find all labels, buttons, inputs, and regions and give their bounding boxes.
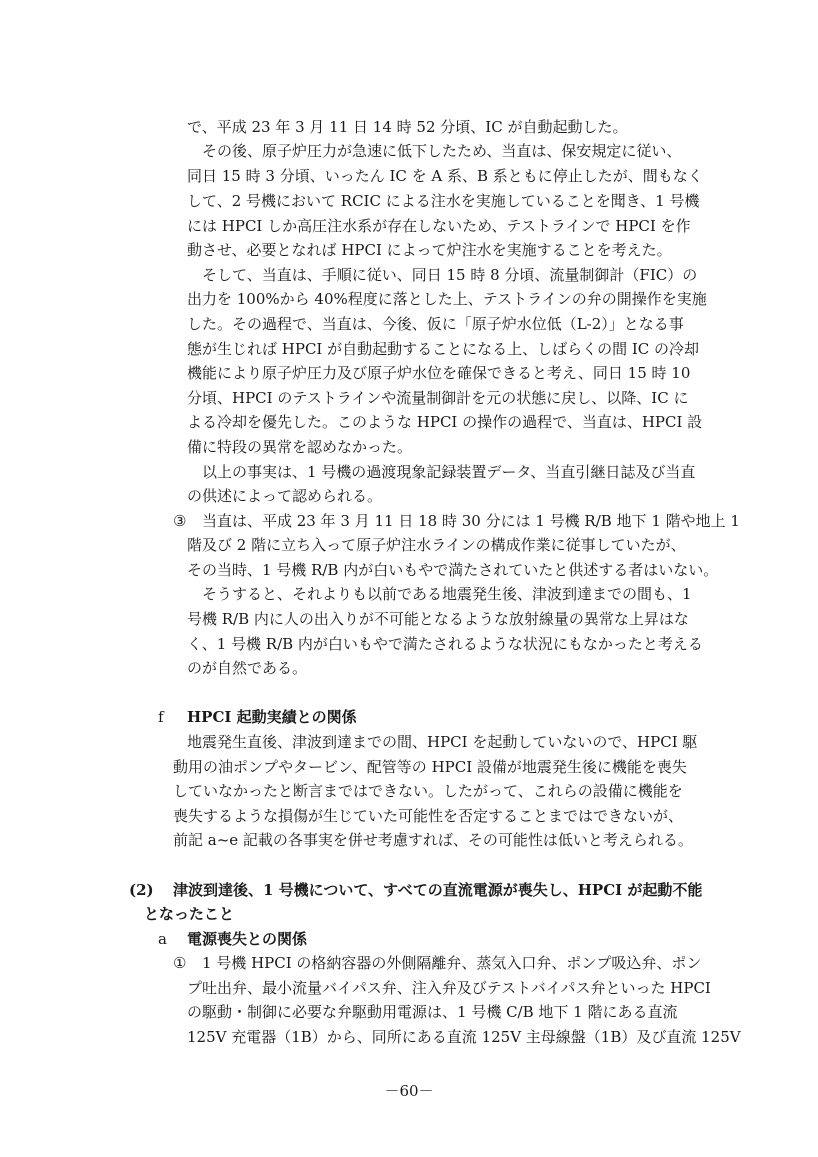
text-line: には HPCI しか高圧注水系が存在しないため、テストラインで HPCI を作 <box>187 217 691 235</box>
text-line: 号機 R/B 内に人の出入りが不可能となるような放射線量の異常な上昇はな <box>187 610 689 628</box>
item-marker: ③ <box>173 512 187 530</box>
text-line: していなかったと断言まではできない。したがって、これらの設備に機能を <box>173 782 683 800</box>
text-line: 機能により原子炉圧力及び原子炉水位を確保できると考え、同日 15 時 10 <box>187 364 691 382</box>
item-marker: ① <box>173 954 187 972</box>
text-line: 出力を 100%から 40%程度に落とした上、テストラインの弁の開操作を実施 <box>187 290 707 308</box>
section-marker: a <box>158 930 167 948</box>
text-line: 動用の油ポンプやタービン、配管等の HPCI 設備が地震発生後に機能を喪失 <box>173 758 687 776</box>
text-line: そうすると、それよりも以前である地震発生後、津波到達までの間も、1 <box>202 585 692 603</box>
section-heading: 電源喪失との関係 <box>187 930 308 948</box>
section-heading: HPCI 起動実績との関係 <box>187 708 357 726</box>
text-line: 125V 充電器（1B）から、同所にある直流 125V 主母線盤（1B）及び直流 125V <box>187 1028 741 1046</box>
section-marker: (2) <box>129 881 154 899</box>
text-line: 分頃、HPCI のテストラインや流量制御計を元の状態に戻し、以降、IC に <box>187 389 689 407</box>
section-marker: f <box>158 708 164 726</box>
text-line: 喪失するような損傷が生じていた可能性を否定することまではできないが、 <box>173 807 684 825</box>
section-heading: となったこと <box>144 905 235 923</box>
text-line: 同日 15 時 3 分頃、いったん IC を A 系、B 系ともに停止したが、間もなく <box>187 167 703 185</box>
text-line: プ吐出弁、最小流量バイパス弁、注入弁及びテストバイパス弁といった HPCI <box>187 979 711 997</box>
text-line: のが自然である。 <box>187 659 308 677</box>
text-line: 動させ、必要となれば HPCI によって炉注水を実施することを考えた。 <box>187 241 672 259</box>
text-line: 前記 a~e 記載の各事実を併せ考慮すれば、その可能性は低いと考えられる。 <box>173 831 693 849</box>
text-line: その後、原子炉圧力が急速に低下したため、当直は、保安規定に従い、 <box>202 142 682 160</box>
text-line: 地震発生直後、津波到達までの間、HPCI を起動していないので、HPCI 駆 <box>187 733 698 751</box>
text-line: の駆動・制御に必要な弁駆動用電源は、1 号機 C/B 地下 1 階にある直流 <box>187 1003 678 1021</box>
text-line: その当時、1 号機 R/B 内が白いもやで満たされていたと供述する者はいない。 <box>187 561 719 579</box>
text-line: 以上の事実は、1 号機の過渡現象記録装置データ、当直引継日誌及び当直 <box>202 463 696 481</box>
text-line: 備に特段の異常を認めなかった。 <box>187 438 413 456</box>
text-line: した。その過程で、当直は、今後、仮に「原子炉水位低（L-2）」となる事 <box>187 315 684 333</box>
page-number: －60－ <box>384 1082 434 1100</box>
text-line: 当直は、平成 23 年 3 月 11 日 18 時 30 分には 1 号機 R/B 地下 1 階や地上 1 <box>202 512 740 530</box>
text-line: よる冷却を優先した。このような HPCI の操作の過程で、当直は、HPCI 設 <box>187 413 703 431</box>
text-line: して、2 号機において RCIC による注水を実施していることを聞き、1 号機 <box>187 192 700 210</box>
text-line: で、平成 23 年 3 月 11 日 14 時 52 分頃、IC が自動起動した。 <box>187 118 628 136</box>
text-line: そして、当直は、手順に従い、同日 15 時 8 分頃、流量制御計（FIC）の <box>202 266 698 284</box>
section-heading: 津波到達後、1 号機について、すべての直流電源が喪失し、HPCI が起動不能 <box>173 881 703 899</box>
text-line: 態が生じれば HPCI が自動起動することになる上、しばらくの間 IC の冷却 <box>187 340 700 358</box>
text-line: の供述によって認められる。 <box>187 487 383 505</box>
text-line: 1 号機 HPCI の格納容器の外側隔離弁、蒸気入口弁、ポンプ吸込弁、ポン <box>202 954 702 972</box>
text-line: く、1 号機 R/B 内が白いもやで満たされるような状況にもなかったと考える <box>187 635 703 653</box>
text-line: 階及び 2 階に立ち入って原子炉注水ラインの構成作業に従事していたが、 <box>187 536 686 554</box>
